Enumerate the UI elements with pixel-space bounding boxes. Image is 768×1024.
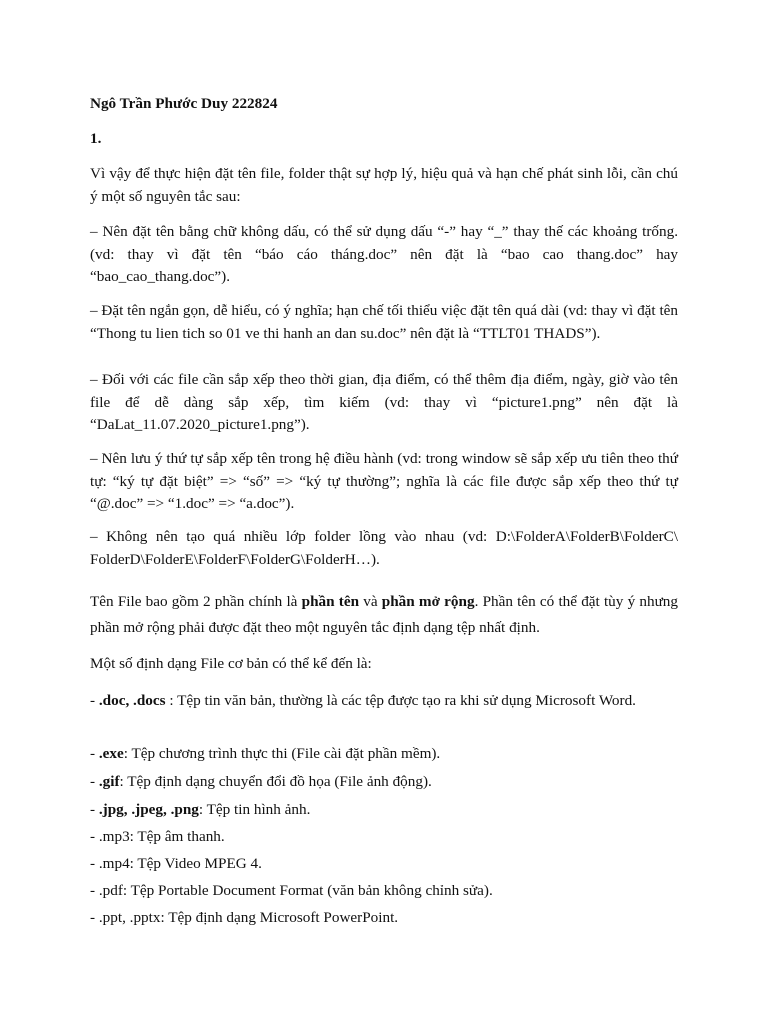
format-item-gif <box>90 771 678 793</box>
format-ext: .doc, .docs <box>98 692 166 709</box>
file-name-bold-extension: phần mở rộng <box>381 593 475 610</box>
file-name-text-2: và <box>359 593 382 610</box>
format-ext: .gif <box>98 773 120 790</box>
format-prefix: - <box>90 909 99 926</box>
format-item-doc <box>90 688 678 714</box>
format-prefix: - <box>90 828 99 845</box>
format-desc: .ppt, .pptx: Tệp định dạng Microsoft PowerPoint. <box>98 909 399 926</box>
rule-1: – Nên đặt tên bằng chữ không dấu, có thể sử dụng dấu “-” hay “_” thay thế các khoảng trống. (vd: thay vì đặt tên “báo cáo tháng.doc” nên đặt là “bao cao thang.doc” hay “bao_cao_thang.doc”). <box>90 223 678 285</box>
format-desc: : Tệp chương trình thực thi (File cài đặt phần mềm). <box>123 745 441 762</box>
section-number: 1. <box>90 130 102 147</box>
format-prefix: - <box>90 692 99 709</box>
format-desc: .mp3: Tệp âm thanh. <box>98 828 225 845</box>
author-line: Ngô Trần Phước Duy 222824 <box>90 95 278 112</box>
rule-2: – Đặt tên ngắn gọn, dễ hiểu, có ý nghĩa; hạn chế tối thiểu việc đặt tên quá dài (vd: thay vì đặt tên “Thong tu lien tich so 01 ve thi hanh an dan su.doc” nên đặt là “TTLT01 THADS”). <box>90 302 678 342</box>
format-desc: : Tệp định dạng chuyển đổi đồ họa (File ảnh động). <box>119 773 432 790</box>
format-item-mp4 <box>90 853 678 875</box>
format-item-exe <box>90 743 678 765</box>
rule-4: – Nên lưu ý thứ tự sắp xếp tên trong hệ điều hành (vd: trong window sẽ sắp xếp ưu tiên theo thứ tự: “ký tự đặt biệt” => “số” => “ký tự thường”; nghĩa là các file được sắp xếp theo thứ tự “@.doc” => “1.doc” => “a.doc”). <box>90 450 678 512</box>
rule-5: – Không nên tạo quá nhiều lớp folder lồng vào nhau (vd: D:\FolderA\FolderB\FolderC\ FolderD\FolderE\FolderF\FolderG\FolderH…). <box>90 528 678 568</box>
file-name-text-1: Tên File bao gồm 2 phần chính là <box>90 593 302 610</box>
format-desc: : Tệp tin hình ảnh. <box>198 801 311 818</box>
format-desc: .pdf: Tệp Portable Document Format (văn bản không chỉnh sửa). <box>98 882 493 899</box>
file-name-text-3: . Phần tên có thể đặt tùy ý nhưng phần mở rộng phải được đặt theo một nguyên tắc định dạng tệp nhất định. <box>90 593 678 636</box>
file-name-paragraph <box>90 589 678 641</box>
format-item-pdf <box>90 880 678 902</box>
format-item-image <box>90 799 678 821</box>
formats-intro: Một số định dạng File cơ bản có thể kể đến là: <box>90 655 372 672</box>
rule-3: – Đối với các file cần sắp xếp theo thời gian, địa điểm, có thể thêm địa điểm, ngày, giờ vào tên file để dễ dàng sắp xếp, tìm kiếm (vd: thay vì “picture1.png” nên đặt là “DaLat_11.07.2020_picture1.png”). <box>90 371 678 433</box>
format-prefix: - <box>90 773 99 790</box>
format-ext: .jpg, .jpeg, .png <box>98 801 199 818</box>
format-item-ppt <box>90 907 678 929</box>
format-desc: : Tệp tin văn bản, thường là các tệp được tạo ra khi sử dụng Microsoft Word. <box>165 692 636 709</box>
format-prefix: - <box>90 855 99 872</box>
format-prefix: - <box>90 882 99 899</box>
intro-paragraph: Vì vậy để thực hiện đặt tên file, folder thật sự hợp lý, hiệu quả và hạn chế phát sinh lỗi, cần chú ý một số nguyên tắc sau: <box>90 165 678 205</box>
format-desc: .mp4: Tệp Video MPEG 4. <box>98 855 262 872</box>
format-item-mp3 <box>90 826 678 848</box>
format-prefix: - <box>90 801 99 818</box>
file-name-bold-name: phần tên <box>301 593 360 610</box>
format-ext: .exe <box>98 745 124 762</box>
format-prefix: - <box>90 745 99 762</box>
